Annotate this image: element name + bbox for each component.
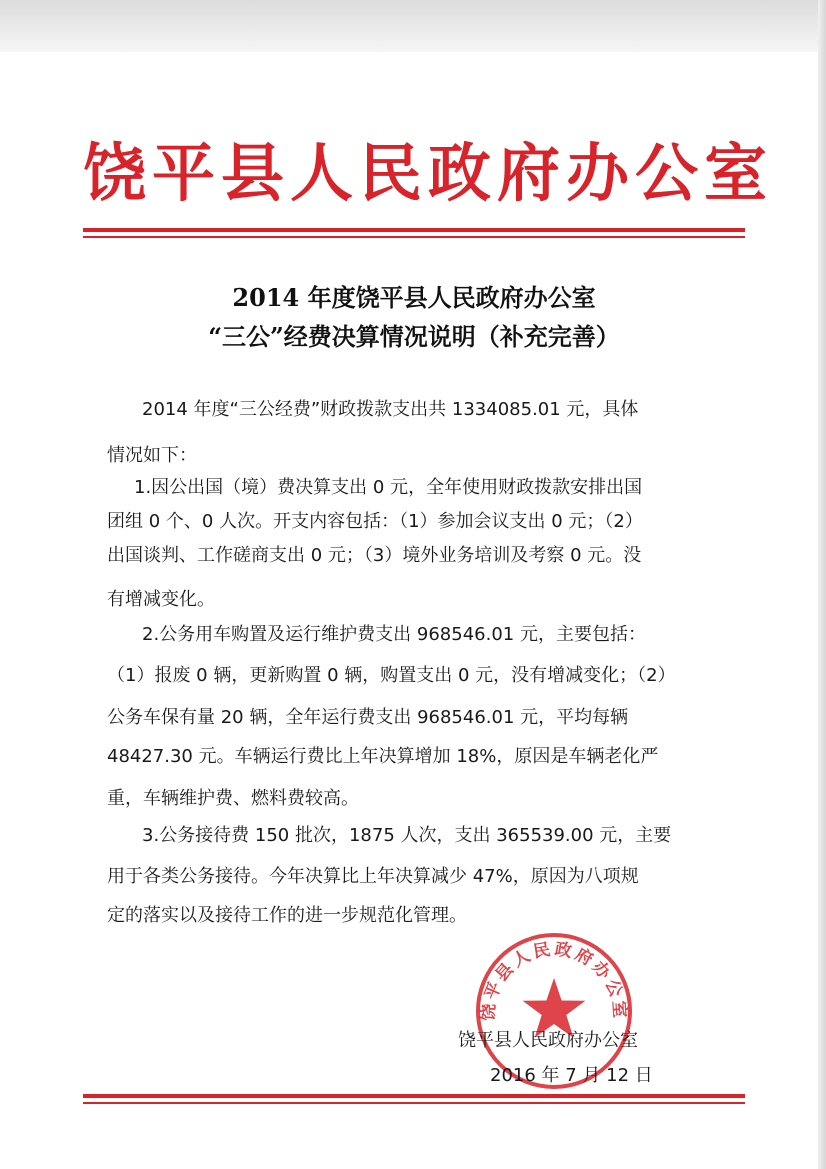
body-line: 1.因公出国（境）费决算支出 0 元，全年使用财政拨款安排出国 — [134, 477, 643, 498]
letterhead-rule-thick — [83, 228, 745, 232]
document-title-line1: 2014 年度饶平县人民政府办公室 — [232, 283, 596, 312]
signoff-organization: 饶平县人民政府办公室 — [458, 1030, 638, 1051]
scan-shadow-right — [818, 0, 826, 1169]
body-line: 情况如下： — [107, 445, 197, 466]
body-line: 出国谈判、工作磋商支出 0 元；（3）境外业务培训及考察 0 元。没 — [107, 545, 642, 566]
body-line: 3.公务接待费 150 批次，1875 人次，支出 365539.00 元，主要 — [142, 825, 672, 846]
footer-rule-thin — [83, 1102, 745, 1104]
signoff-date: 2016 年 7 月 12 日 — [490, 1065, 653, 1086]
letterhead-title: 饶平县人民政府办公室 — [83, 136, 773, 210]
body-line: 重，车辆维护费、燃料费较高。 — [107, 788, 359, 809]
body-line: 团组 0 个、0 人次。开支内容包括：（1）参加会议支出 0 元；（2） — [107, 511, 643, 532]
body-line: 定的落实以及接待工作的进一步规范化管理。 — [107, 905, 467, 926]
body-line: 公务车保有量 20 辆，全年运行费支出 968546.01 元，平均每辆 — [107, 707, 629, 728]
body-line: 有增减变化。 — [107, 589, 215, 610]
footer-rule-thick — [83, 1094, 745, 1098]
body-line: 2.公务用车购置及运行维护费支出 968546.01 元，主要包括： — [142, 624, 646, 645]
body-line: 2014 年度“三公经费”财政拨款支出共 1334085.01 元，具体 — [142, 399, 639, 420]
body-line: （1）报废 0 辆，更新购置 0 辆，购置支出 0 元，没有增减变化；（2） — [107, 665, 676, 686]
document-title-line2: “三公”经费决算情况说明（补充完善） — [208, 322, 620, 351]
letterhead-rule-thin — [83, 236, 745, 238]
body-line: 48427.30 元。车辆运行费比上年决算增加 18%，原因是车辆老化严 — [107, 746, 659, 767]
body-line: 用于各类公务接待。今年决算比上年决算减少 47%，原因为八项规 — [107, 866, 639, 887]
seal-text: 饶平县人民政府办公室 — [478, 939, 630, 1022]
scan-shadow-top — [0, 0, 826, 52]
